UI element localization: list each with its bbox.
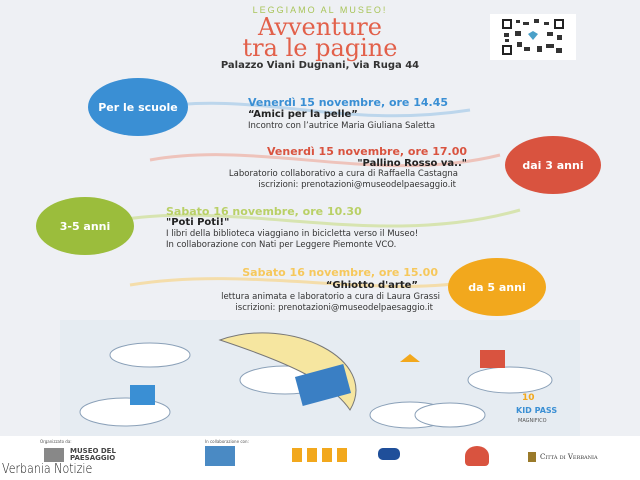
organized-label: Organizzato da:: [40, 439, 72, 444]
event-date: Venerdì 15 novembre, ore 14.45: [248, 96, 449, 109]
badge-age-3: dai 3 anni: [505, 136, 601, 194]
event-text: Laboratorio collaborativo a cura di Raffaella Castagna: [228, 169, 458, 179]
kid-pass-subtitle: MAGNIFICO: [518, 418, 547, 424]
badge-schools: Per le scuole: [88, 78, 188, 136]
illustration-moon-books-clouds: [50, 320, 590, 436]
event-date: Sabato 16 novembre, ore 15.00: [242, 266, 438, 279]
museum-logo-icon: [44, 448, 64, 462]
title-line-1: Avventure: [258, 13, 382, 41]
partner-mascot-icon: [465, 446, 489, 466]
event-date: Venerdì 15 novembre, ore 17.00: [266, 145, 467, 158]
event-text: iscrizioni: prenotazioni@museodelpaesaggio.it: [235, 303, 433, 313]
event-text: lettura animata e laboratorio a cura di Laura Grassi: [221, 292, 440, 302]
city-name: Città di Verbania: [540, 453, 598, 461]
event-title: "Pallino Rosso va..": [357, 158, 467, 169]
badge-age-3-5: 3-5 anni: [36, 197, 134, 255]
venue: Palazzo Viani Dugnani, via Ruga 44: [220, 60, 420, 71]
kicker: LEGGIAMO AL MUSEO!: [252, 5, 388, 15]
qr-code[interactable]: [490, 14, 576, 60]
partner-logo-icon: [378, 448, 400, 460]
watermark: Verbania Notizie: [2, 462, 93, 477]
event-title: “Ghiotto d'arte”: [325, 280, 418, 291]
kid-pass-name: KID PASS: [516, 406, 558, 415]
event-text: In collaborazione con Nati per Leggere Piemonte VCO.: [166, 240, 397, 250]
footer-sponsors: [0, 436, 640, 466]
collab-label: In collaborazione con:: [205, 439, 249, 444]
event-title: “Amici per la pelle”: [248, 109, 358, 120]
reading-logo-icon: [292, 448, 352, 462]
event-text: I libri della biblioteca viaggiano in bicicletta verso il Museo!: [166, 229, 419, 239]
event-text: Incontro con l’autrice Maria Giuliana Saletta: [248, 121, 436, 131]
badge-age-5: da 5 anni: [448, 258, 546, 316]
event-date: Sabato 16 novembre, ore 10.30: [166, 205, 362, 218]
title-line-2: tra le pagine: [242, 34, 398, 62]
library-logo-icon: [205, 446, 235, 466]
city-crest-icon: [528, 452, 536, 462]
museum-name: MUSEO DEL PAESAGGIO: [70, 447, 116, 462]
event-title: "Poti Poti!": [166, 217, 230, 228]
kid-pass-number: 10: [522, 393, 535, 403]
event-text: iscrizioni: prenotazioni@museodelpaesaggio.it: [258, 180, 456, 190]
